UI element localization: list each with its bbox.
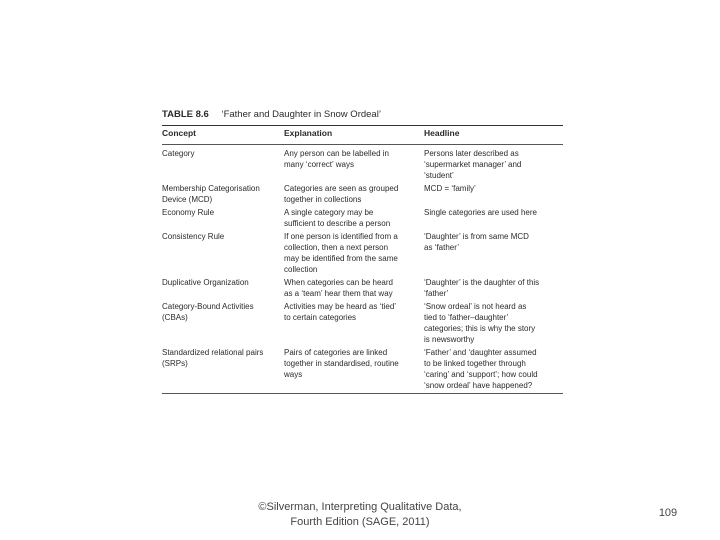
explanation-line: Categories are seen as grouped <box>284 184 399 193</box>
concept-table <box>162 126 563 393</box>
table-row <box>162 277 563 301</box>
explanation-line: Any person can be labelled in <box>284 149 389 158</box>
cell-explanation <box>284 148 424 183</box>
table-container <box>162 108 563 394</box>
cell-headline <box>424 231 563 277</box>
cell-headline <box>424 277 563 301</box>
concept-line: (CBAs) <box>162 313 188 322</box>
concept-line: Device (MCD) <box>162 195 213 204</box>
headline-line: ‘Father’ and ‘daughter assumed <box>424 348 537 357</box>
concept-line: (SRPs) <box>162 359 188 368</box>
table-row <box>162 301 563 347</box>
explanation-line: Pairs of categories are linked <box>284 348 388 357</box>
cell-explanation <box>284 277 424 301</box>
concept-line: Category-Bound Activities <box>162 302 254 311</box>
headline-line: ‘student’ <box>424 171 454 180</box>
concept-line: Consistency Rule <box>162 232 225 241</box>
headline-line: ‘father’ <box>424 289 449 298</box>
explanation-line: sufficient to describe a person <box>284 219 391 228</box>
cell-explanation <box>284 347 424 393</box>
cell-concept <box>162 207 284 231</box>
headline-line: ‘supermarket manager’ and <box>424 160 522 169</box>
citation <box>200 500 520 530</box>
bottom-rule <box>162 393 563 394</box>
cell-headline <box>424 347 563 393</box>
table-title: ‘Father and Daughter in Snow Ordeal’ <box>221 109 381 120</box>
explanation-line: Activities may be heard as ‘tied’ <box>284 302 397 311</box>
headline-line: is newsworthy <box>424 335 475 344</box>
explanation-line: If one person is identified from a <box>284 232 398 241</box>
page-number: 109 <box>658 507 678 519</box>
explanation-line: to certain categories <box>284 313 357 322</box>
header-explanation: Explanation <box>284 128 333 138</box>
table-row <box>162 148 563 183</box>
headline-line: ‘Daughter’ is from same MCD <box>424 232 529 241</box>
table-number: TABLE 8.6 <box>162 109 209 120</box>
explanation-line: When categories can be heard <box>284 278 393 287</box>
cell-headline <box>424 301 563 347</box>
headline-line: categories; this is why the story <box>424 324 536 333</box>
cell-concept <box>162 148 284 183</box>
headline-line: ‘Daughter’ is the daughter of this <box>424 278 540 287</box>
explanation-line: ways <box>284 370 303 379</box>
cell-concept <box>162 231 284 277</box>
cell-headline <box>424 148 563 183</box>
cell-explanation <box>284 301 424 347</box>
table-row <box>162 207 563 231</box>
headline-line: ‘caring’ and ‘support’; how could <box>424 370 538 379</box>
concept-line: Membership Categorisation <box>162 184 260 193</box>
explanation-line: A single category may be <box>284 208 374 217</box>
cell-concept <box>162 277 284 301</box>
header-row <box>162 126 563 144</box>
cell-explanation <box>284 183 424 207</box>
cell-concept <box>162 301 284 347</box>
headline-line: Single categories are used here <box>424 208 537 217</box>
header-concept: Concept <box>162 128 196 138</box>
explanation-line: together in standardised, routine <box>284 359 399 368</box>
header-headline: Headline <box>424 128 460 138</box>
concept-line: Economy Rule <box>162 208 215 217</box>
headline-line: as ‘father’ <box>424 243 459 252</box>
cell-explanation <box>284 231 424 277</box>
cell-concept <box>162 347 284 393</box>
headline-line: to be linked together through <box>424 359 526 368</box>
concept-line: Category <box>162 149 195 158</box>
headline-line: MCD = ‘family’ <box>424 184 476 193</box>
table-caption <box>162 108 563 122</box>
table-body <box>162 148 563 393</box>
explanation-line: together in collections <box>284 195 362 204</box>
table-row <box>162 347 563 393</box>
concept-line: Duplicative Organization <box>162 278 249 287</box>
cell-headline <box>424 207 563 231</box>
table-row <box>162 231 563 277</box>
header-rule <box>162 144 563 145</box>
cell-explanation <box>284 207 424 231</box>
explanation-line: collection <box>284 265 318 274</box>
concept-line: Standardized relational pairs <box>162 348 264 357</box>
explanation-line: may be identified from the same <box>284 254 398 263</box>
headline-line: ‘snow ordeal’ have happened? <box>424 381 533 390</box>
citation-line-1: ©Silverman, Interpreting Qualitative Data, <box>258 501 462 513</box>
citation-line-2: Fourth Edition (SAGE, 2011) <box>290 516 430 528</box>
table-row <box>162 183 563 207</box>
headline-line: ‘Snow ordeal’ is not heard as <box>424 302 527 311</box>
headline-line: tied to ‘father–daughter’ <box>424 313 509 322</box>
explanation-line: collection, then a next person <box>284 243 389 252</box>
explanation-line: as a ‘team’ hear them that way <box>284 289 393 298</box>
cell-concept <box>162 183 284 207</box>
headline-line: Persons later described as <box>424 149 519 158</box>
explanation-line: many ‘correct’ ways <box>284 160 354 169</box>
cell-headline <box>424 183 563 207</box>
